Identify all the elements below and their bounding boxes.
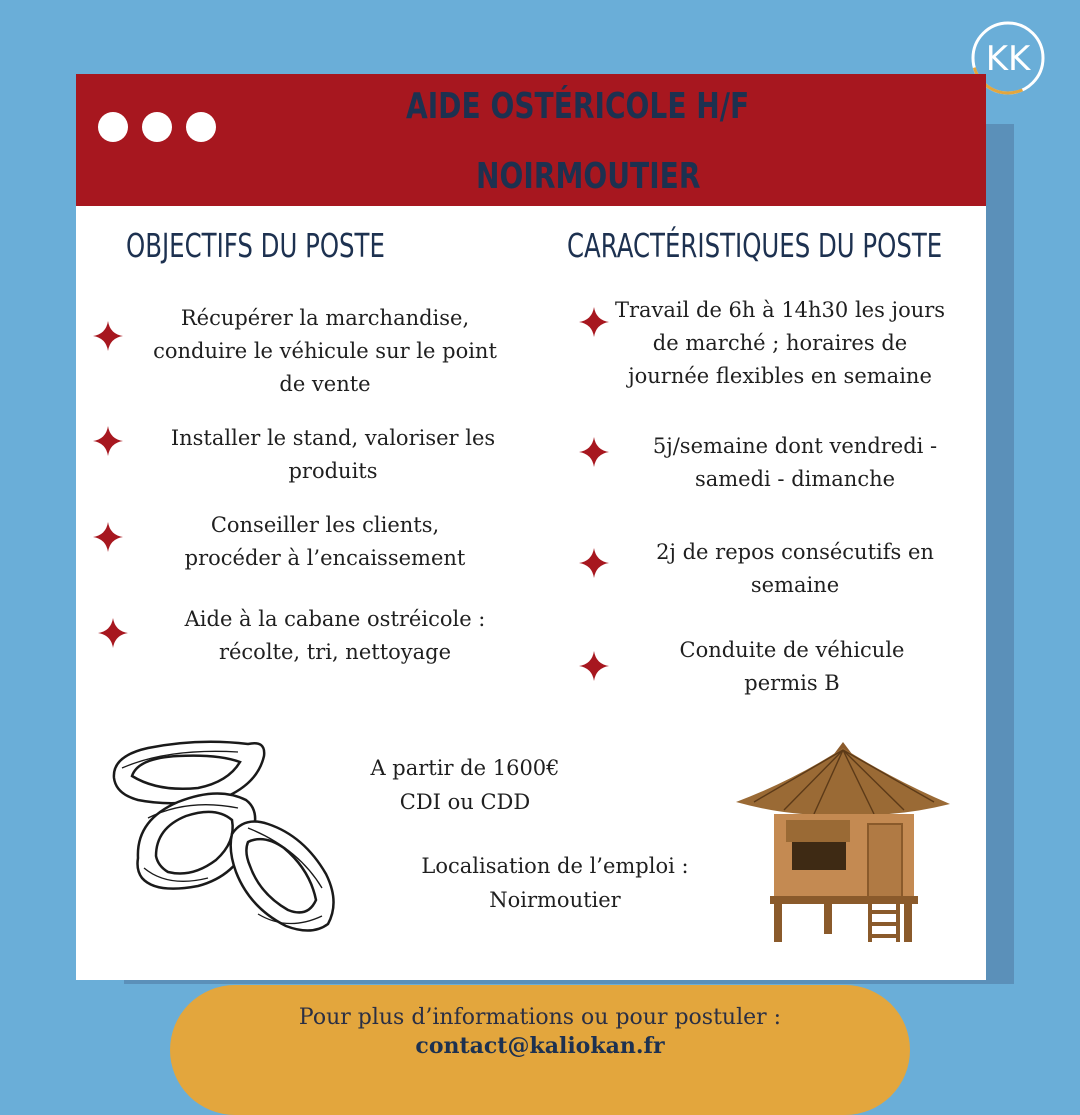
star-bullet-icon [579,651,609,681]
star-bullet-icon [93,426,123,456]
job-location-title: NOIRMOUTIER [476,156,701,197]
characteristic-item: Travail de 6h à 14h30 les jours de marché ; horaires de journée flexibles en semaine [614,298,946,388]
contact-email-link[interactable]: contact@kaliokan.fr [415,1033,665,1059]
star-bullet-icon [579,437,609,467]
location-value: Noirmoutier [489,888,621,912]
card-header [76,74,986,206]
contact-text: Pour plus d’informations ou pour postuler : [298,1005,782,1030]
star-bullet-icon [93,321,123,351]
contract-text: CDI ou CDD [399,790,531,814]
salary-text: A partir de 1600€ [370,756,560,780]
dot-icon [98,112,128,142]
objective-item: Conseiller les clients, procéder à l’encaissement [184,513,466,570]
job-title: AIDE OSTÉRICOLE H/F [406,86,750,127]
objective-item: Récupérer la marchandise, conduire le véhicule sur le point de vente [153,306,497,396]
objectives-title: OBJECTIFS DU POSTE [126,226,385,265]
characteristics-title: CARACTÉRISTIQUES DU POSTE [567,226,943,265]
characteristic-item: 5j/semaine dont vendredi - samedi - dimanche [652,434,938,491]
objective-item: Installer le stand, valoriser les produits [170,426,496,483]
hut-illustration [734,740,952,942]
star-bullet-icon [579,548,609,578]
star-bullet-icon [93,522,123,552]
objective-item: Aide à la cabane ostréicole : récolte, tri, nettoyage [184,607,486,664]
dot-icon [142,112,172,142]
dot-icon [186,112,216,142]
window-dots [98,112,216,142]
logo-text: KK [985,39,1031,79]
characteristic-item: 2j de repos consécutifs en semaine [656,540,934,597]
characteristic-item: Conduite de véhicule permis B [679,638,905,695]
location-label: Localisation de l’emploi : [421,854,689,878]
star-bullet-icon [98,618,128,648]
